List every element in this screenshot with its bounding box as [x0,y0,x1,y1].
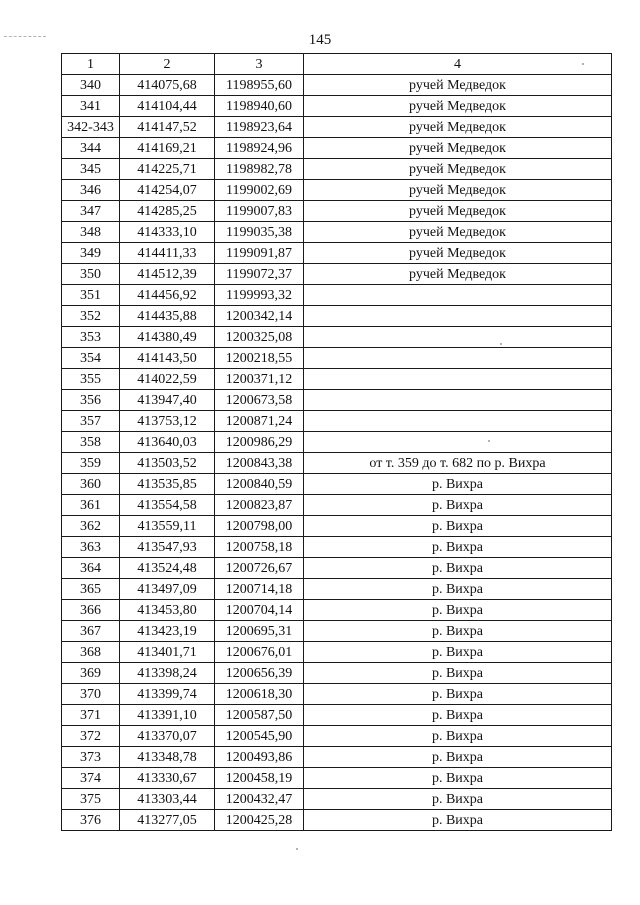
point-number-cell: 341 [62,96,120,117]
description-cell: р. Вихра [304,621,612,642]
table-row [62,117,612,138]
y-coordinate-cell: 1198955,60 [215,75,304,96]
y-coordinate-cell: 1200871,24 [215,411,304,432]
y-coordinate-cell: 1200545,90 [215,726,304,747]
description-cell [304,327,612,348]
x-coordinate-cell: 413547,93 [120,537,215,558]
point-number-cell: 350 [62,264,120,285]
x-coordinate-cell: 414380,49 [120,327,215,348]
y-coordinate-cell: 1200695,31 [215,621,304,642]
table-row [62,201,612,222]
description-cell [304,348,612,369]
point-number-cell: 375 [62,789,120,810]
description-cell: р. Вихра [304,558,612,579]
page-number: 145 [308,32,332,48]
description-cell: р. Вихра [304,537,612,558]
table-row [62,411,612,432]
description-cell: ручей Медведок [304,243,612,264]
header-row [62,54,612,75]
x-coordinate-cell: 413535,85 [120,474,215,495]
point-number-cell: 358 [62,432,120,453]
y-coordinate-cell: 1199993,32 [215,285,304,306]
description-cell [304,411,612,432]
table-row [62,495,612,516]
table-row [62,432,612,453]
x-coordinate-cell: 414147,52 [120,117,215,138]
point-number-cell: 353 [62,327,120,348]
x-coordinate-cell: 414104,44 [120,96,215,117]
x-coordinate-cell: 413370,07 [120,726,215,747]
x-coordinate-cell: 414075,68 [120,75,215,96]
table-row [62,516,612,537]
description-cell [304,306,612,327]
y-coordinate-cell: 1200823,87 [215,495,304,516]
scan-speck [296,848,298,850]
table-row [62,621,612,642]
table-row [62,264,612,285]
x-coordinate-cell: 413399,74 [120,684,215,705]
point-number-cell: 371 [62,705,120,726]
y-coordinate-cell: 1200758,18 [215,537,304,558]
table-row [62,726,612,747]
y-coordinate-cell: 1200840,59 [215,474,304,495]
description-cell: р. Вихра [304,600,612,621]
table-row [62,642,612,663]
y-coordinate-cell: 1200673,58 [215,390,304,411]
y-coordinate-cell: 1199035,38 [215,222,304,243]
point-number-cell: 366 [62,600,120,621]
point-number-cell: 355 [62,369,120,390]
table-row [62,75,612,96]
point-number-cell: 360 [62,474,120,495]
table-row [62,558,612,579]
description-cell [304,369,612,390]
x-coordinate-cell: 414285,25 [120,201,215,222]
description-cell: от т. 359 до т. 682 по р. Вихра [304,453,612,474]
point-number-cell: 349 [62,243,120,264]
description-cell: ручей Медведок [304,222,612,243]
table-row [62,810,612,831]
y-coordinate-cell: 1198982,78 [215,159,304,180]
point-number-cell: 348 [62,222,120,243]
point-number-cell: 356 [62,390,120,411]
x-coordinate-cell: 413401,71 [120,642,215,663]
y-coordinate-cell: 1200656,39 [215,663,304,684]
description-cell [304,390,612,411]
table-row [62,369,612,390]
y-coordinate-cell: 1198923,64 [215,117,304,138]
description-cell: р. Вихра [304,684,612,705]
table-row [62,138,612,159]
table-row [62,306,612,327]
y-coordinate-cell: 1200425,28 [215,810,304,831]
point-number-cell: 364 [62,558,120,579]
point-number-cell: 346 [62,180,120,201]
y-coordinate-cell: 1200493,86 [215,747,304,768]
header-col-1: 1 [62,54,120,75]
header-col-2: 2 [120,54,215,75]
x-coordinate-cell: 414169,21 [120,138,215,159]
table-row [62,579,612,600]
point-number-cell: 374 [62,768,120,789]
point-number-cell: 365 [62,579,120,600]
point-number-cell: 342-343 [62,117,120,138]
x-coordinate-cell: 414512,39 [120,264,215,285]
y-coordinate-cell: 1200342,14 [215,306,304,327]
header-col-4: 4 [304,54,612,75]
description-cell: ручей Медведок [304,159,612,180]
y-coordinate-cell: 1200843,38 [215,453,304,474]
description-cell: р. Вихра [304,768,612,789]
description-cell: ручей Медведок [304,264,612,285]
description-cell: ручей Медведок [304,201,612,222]
point-number-cell: 373 [62,747,120,768]
description-cell: р. Вихра [304,705,612,726]
description-cell: р. Вихра [304,747,612,768]
description-cell: ручей Медведок [304,138,612,159]
y-coordinate-cell: 1198924,96 [215,138,304,159]
y-coordinate-cell: 1200798,00 [215,516,304,537]
table-row [62,348,612,369]
description-cell: р. Вихра [304,663,612,684]
point-number-cell: 363 [62,537,120,558]
table-row [62,159,612,180]
y-coordinate-cell: 1200218,55 [215,348,304,369]
point-number-cell: 351 [62,285,120,306]
x-coordinate-cell: 413524,48 [120,558,215,579]
point-number-cell: 352 [62,306,120,327]
description-cell: ручей Медведок [304,180,612,201]
x-coordinate-cell: 413423,19 [120,621,215,642]
description-cell: р. Вихра [304,810,612,831]
y-coordinate-cell: 1200325,08 [215,327,304,348]
y-coordinate-cell: 1200458,19 [215,768,304,789]
table-row [62,747,612,768]
description-cell: р. Вихра [304,516,612,537]
y-coordinate-cell: 1200986,29 [215,432,304,453]
header-col-3: 3 [215,54,304,75]
table-row [62,663,612,684]
coordinates-table [61,53,612,831]
point-number-cell: 354 [62,348,120,369]
x-coordinate-cell: 413391,10 [120,705,215,726]
x-coordinate-cell: 413753,12 [120,411,215,432]
point-number-cell: 367 [62,621,120,642]
y-coordinate-cell: 1200676,01 [215,642,304,663]
x-coordinate-cell: 413503,52 [120,453,215,474]
description-cell: ручей Медведок [304,96,612,117]
table-row [62,684,612,705]
description-cell: р. Вихра [304,726,612,747]
x-coordinate-cell: 413947,40 [120,390,215,411]
y-coordinate-cell: 1199002,69 [215,180,304,201]
point-number-cell: 345 [62,159,120,180]
y-coordinate-cell: 1199091,87 [215,243,304,264]
description-cell [304,285,612,306]
y-coordinate-cell: 1200618,30 [215,684,304,705]
description-cell: ручей Медведок [304,75,612,96]
y-coordinate-cell: 1199072,37 [215,264,304,285]
table-row [62,453,612,474]
x-coordinate-cell: 413554,58 [120,495,215,516]
table-row [62,285,612,306]
x-coordinate-cell: 413277,05 [120,810,215,831]
x-coordinate-cell: 413640,03 [120,432,215,453]
point-number-cell: 376 [62,810,120,831]
x-coordinate-cell: 413303,44 [120,789,215,810]
description-cell: р. Вихра [304,495,612,516]
y-coordinate-cell: 1199007,83 [215,201,304,222]
table-row [62,180,612,201]
description-cell: р. Вихра [304,474,612,495]
description-cell: р. Вихра [304,642,612,663]
x-coordinate-cell: 413559,11 [120,516,215,537]
y-coordinate-cell: 1198940,60 [215,96,304,117]
table-row [62,327,612,348]
table-row [62,222,612,243]
table-row [62,537,612,558]
x-coordinate-cell: 414225,71 [120,159,215,180]
point-number-cell: 357 [62,411,120,432]
y-coordinate-cell: 1200726,67 [215,558,304,579]
point-number-cell: 361 [62,495,120,516]
y-coordinate-cell: 1200371,12 [215,369,304,390]
table-row [62,600,612,621]
table-row [62,789,612,810]
table-body [62,75,612,831]
x-coordinate-cell: 413398,24 [120,663,215,684]
table-header [62,54,612,75]
x-coordinate-cell: 414143,50 [120,348,215,369]
point-number-cell: 347 [62,201,120,222]
point-number-cell: 370 [62,684,120,705]
table-row [62,768,612,789]
point-number-cell: 340 [62,75,120,96]
x-coordinate-cell: 414435,88 [120,306,215,327]
table-row [62,96,612,117]
point-number-cell: 368 [62,642,120,663]
point-number-cell: 344 [62,138,120,159]
x-coordinate-cell: 414456,92 [120,285,215,306]
y-coordinate-cell: 1200704,14 [215,600,304,621]
y-coordinate-cell: 1200714,18 [215,579,304,600]
description-cell: р. Вихра [304,579,612,600]
x-coordinate-cell: 413453,80 [120,600,215,621]
x-coordinate-cell: 414411,33 [120,243,215,264]
y-coordinate-cell: 1200432,47 [215,789,304,810]
table-row [62,390,612,411]
table-row [62,705,612,726]
x-coordinate-cell: 413348,78 [120,747,215,768]
y-coordinate-cell: 1200587,50 [215,705,304,726]
description-cell: р. Вихра [304,789,612,810]
x-coordinate-cell: 413497,09 [120,579,215,600]
x-coordinate-cell: 414022,59 [120,369,215,390]
x-coordinate-cell: 414333,10 [120,222,215,243]
description-cell [304,432,612,453]
x-coordinate-cell: 414254,07 [120,180,215,201]
point-number-cell: 359 [62,453,120,474]
point-number-cell: 372 [62,726,120,747]
table-row [62,243,612,264]
description-cell: ручей Медведок [304,117,612,138]
x-coordinate-cell: 413330,67 [120,768,215,789]
table-row [62,474,612,495]
point-number-cell: 362 [62,516,120,537]
point-number-cell: 369 [62,663,120,684]
